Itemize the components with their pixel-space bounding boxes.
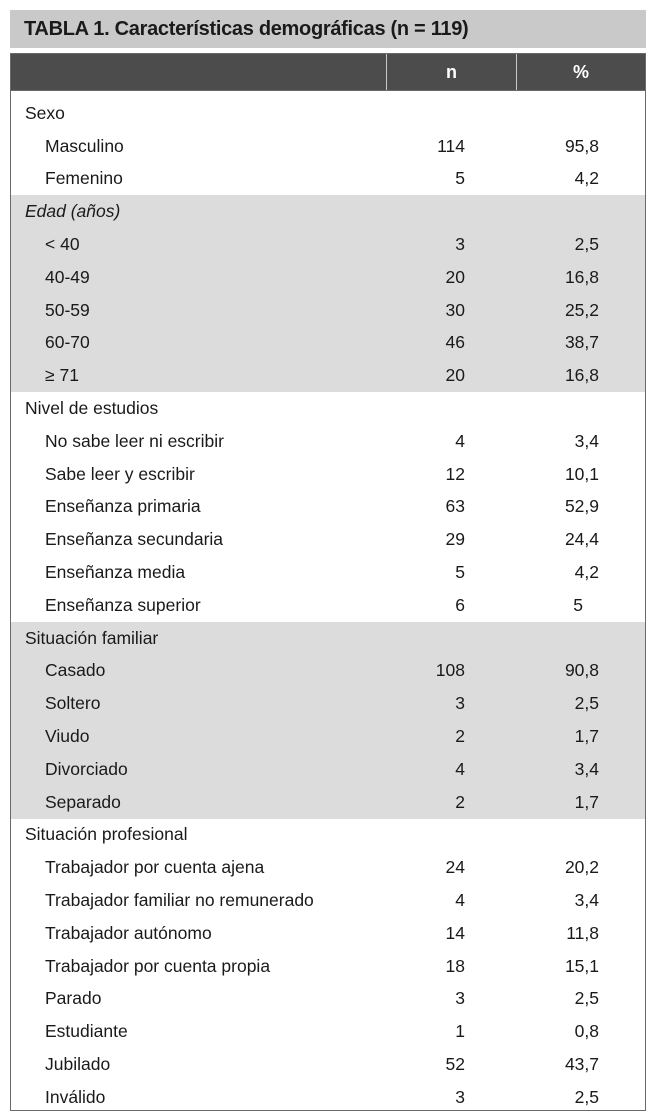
row-label: Inválido [45, 1086, 106, 1107]
row-n: 52 [445, 1054, 465, 1074]
group-heading: Situación profesional [25, 824, 188, 845]
table-row [11, 950, 645, 983]
row-label: Casado [45, 660, 106, 681]
row-n: 63 [445, 496, 465, 517]
demographics-table [10, 53, 646, 1111]
table-title-text: TABLA 1. Características demográficas (n = 119) [24, 17, 469, 40]
table-row [11, 359, 645, 392]
row-n: 5 [455, 562, 465, 583]
table-row [11, 851, 645, 884]
row-n: 5 [455, 168, 465, 189]
table-row [11, 884, 645, 917]
row-n: 12 [445, 463, 465, 484]
table-row [11, 228, 645, 261]
row-pct: 11,8 [566, 922, 599, 943]
table-title [10, 10, 646, 48]
row-label: Enseñanza media [45, 562, 186, 583]
group-heading-row [11, 819, 645, 852]
row-n: 1 [455, 1021, 465, 1042]
table-row [11, 589, 645, 622]
row-label: Jubilado [45, 1054, 111, 1074]
row-pct: 4,2 [574, 562, 599, 583]
row-n: 3 [455, 988, 465, 1009]
row-pct: 38,7 [564, 332, 599, 353]
row-label: Enseñanza primaria [45, 496, 201, 517]
row-pct: 24,4 [564, 529, 599, 550]
table-row [11, 786, 645, 819]
row-n: 3 [455, 693, 465, 714]
group-heading-row [11, 195, 645, 228]
row-pct: 2,5 [574, 234, 599, 255]
table-row [11, 491, 645, 524]
table-row [11, 556, 645, 589]
row-pct: 90,8 [564, 660, 599, 681]
group-heading: Sexo [25, 102, 65, 123]
row-n: 46 [445, 332, 465, 353]
row-pct: 0,8 [574, 1021, 599, 1042]
row-label: Divorciado [45, 758, 128, 779]
row-label: < 40 [45, 234, 80, 255]
table-row [11, 261, 645, 294]
row-pct: 3,4 [574, 430, 599, 451]
row-label: 60-70 [45, 332, 90, 353]
row-label: Masculino [45, 135, 124, 156]
row-pct: 15,1 [564, 955, 599, 976]
row-n: 18 [445, 955, 465, 976]
row-label: Trabajador familiar no remunerado [45, 890, 314, 911]
row-pct: 2,5 [574, 988, 599, 1009]
table-row [11, 687, 645, 720]
row-label: Soltero [45, 693, 101, 714]
row-n: 30 [445, 299, 465, 320]
table-group [11, 195, 645, 392]
row-n: 6 [455, 594, 465, 615]
table-row [11, 655, 645, 688]
table-group [11, 622, 645, 819]
table-row [11, 917, 645, 950]
table-row [11, 294, 645, 327]
row-label: Separado [45, 791, 121, 812]
header-pct: % [572, 61, 589, 82]
table-row [11, 523, 645, 556]
row-n: 4 [455, 430, 465, 451]
row-n: 2 [455, 726, 465, 747]
row-label: Sabe leer y escribir [45, 463, 195, 484]
row-label: Trabajador autónomo [45, 922, 212, 943]
row-pct: 2,5 [574, 693, 599, 714]
row-pct: 10,1 [564, 463, 599, 484]
row-pct: 43,7 [564, 1054, 599, 1074]
row-label: 40-49 [45, 266, 90, 287]
row-n: 4 [455, 890, 465, 911]
row-pct: 3,4 [574, 890, 599, 911]
row-pct: 4,2 [574, 168, 599, 189]
table-row [11, 458, 645, 491]
row-label: Femenino [45, 168, 123, 189]
row-n: 3 [455, 1086, 465, 1107]
group-heading: Situación familiar [25, 627, 159, 648]
group-heading: Edad (años) [25, 201, 121, 222]
row-label: Estudiante [45, 1021, 128, 1042]
table-row [11, 983, 645, 1016]
table-row [11, 1048, 645, 1081]
row-n: 3 [455, 234, 465, 255]
row-n: 24 [445, 857, 465, 878]
row-pct: 5 [573, 594, 583, 615]
row-n: 29 [445, 529, 465, 550]
group-heading-row [11, 97, 645, 130]
table-header [11, 54, 645, 91]
row-n: 14 [445, 922, 465, 943]
table-group [11, 392, 645, 622]
row-pct: 1,7 [574, 726, 599, 747]
group-heading: Nivel de estudios [25, 398, 159, 419]
row-label: 50-59 [45, 299, 90, 320]
row-pct: 95,8 [564, 135, 599, 156]
row-label: Viudo [45, 726, 90, 747]
row-n: 20 [445, 266, 465, 287]
row-label: ≥ 71 [45, 365, 79, 386]
row-label: Enseñanza superior [45, 594, 201, 615]
row-n: 108 [435, 660, 465, 681]
group-heading-row [11, 392, 645, 425]
table-row [11, 753, 645, 786]
table-row [11, 130, 645, 163]
row-pct: 16,8 [564, 266, 599, 287]
table-group [11, 91, 645, 195]
row-label: Trabajador por cuenta ajena [45, 857, 265, 878]
row-n: 20 [445, 365, 465, 386]
group-heading-row [11, 622, 645, 655]
table-row [11, 327, 645, 360]
table-group [11, 819, 645, 1111]
row-n: 4 [455, 758, 465, 779]
row-pct: 52,9 [564, 496, 599, 517]
table-row [11, 720, 645, 753]
table-row [11, 1081, 645, 1111]
table-row [11, 163, 645, 196]
row-pct: 2,5 [574, 1086, 599, 1107]
row-pct: 16,8 [564, 365, 599, 386]
row-pct: 1,7 [574, 791, 599, 812]
row-n: 2 [455, 791, 465, 812]
row-label: Enseñanza secundaria [45, 529, 224, 550]
row-pct: 25,2 [564, 299, 599, 320]
row-n: 114 [437, 135, 465, 156]
table-row [11, 425, 645, 458]
row-pct: 3,4 [574, 758, 599, 779]
row-label: Parado [45, 988, 102, 1009]
table-body [11, 91, 645, 1111]
row-label: No sabe leer ni escribir [45, 430, 224, 451]
header-label-cell [11, 54, 387, 90]
row-pct: 20,2 [564, 857, 599, 878]
table-row [11, 1015, 645, 1048]
row-label: Trabajador por cuenta propia [45, 955, 271, 976]
header-n: n [387, 54, 517, 90]
